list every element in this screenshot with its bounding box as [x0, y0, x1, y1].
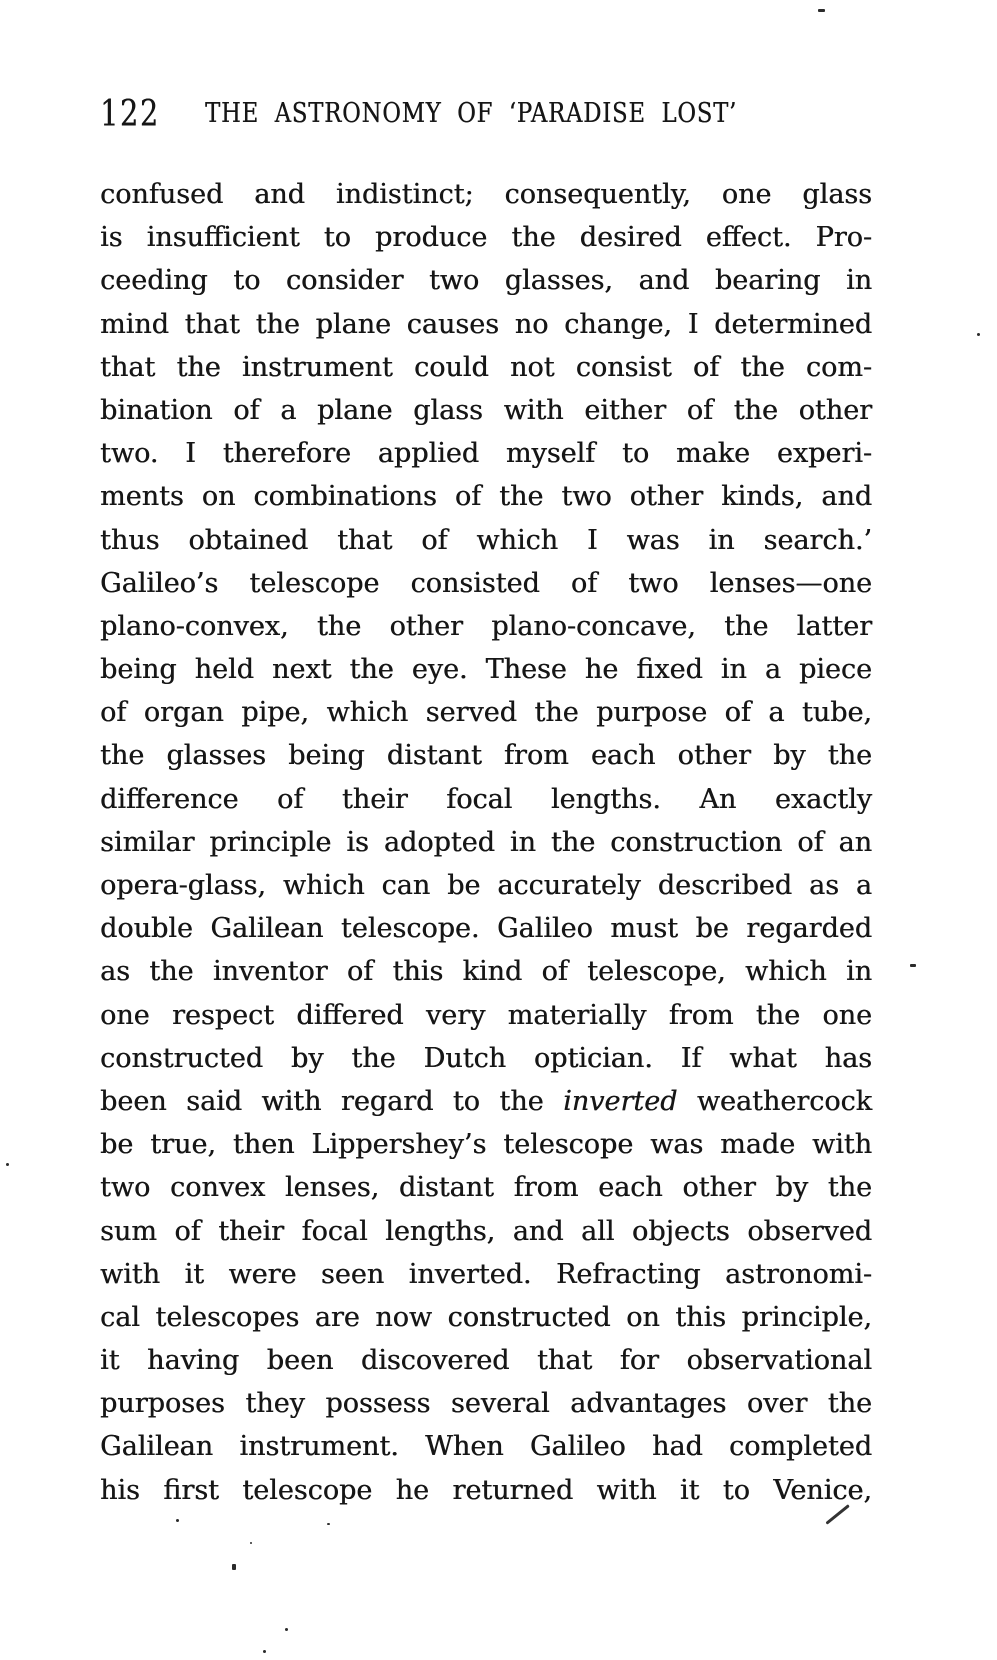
italic-word: inverted: [563, 1085, 678, 1117]
text-line: confused and indistinct; consequently, one glass: [100, 179, 872, 210]
text-line: of organ pipe, which served the purpose of a tube,: [100, 697, 872, 729]
body-text: [100, 173, 872, 1512]
text-line: it having been discovered that for observational: [100, 1345, 872, 1377]
text-segment: been said with regard to the: [100, 1085, 564, 1117]
ink-speck: [232, 1564, 236, 1570]
text-line: two. I therefore applied myself to make experi-: [100, 438, 872, 470]
text-line: that the instrument could not consist of the com-: [100, 351, 872, 383]
text-line: one respect differed very materially from the one: [100, 999, 872, 1031]
text-line: with it were seen inverted. Refracting astronomi-: [100, 1258, 872, 1290]
text-line: ments on combinations of the two other kinds, and: [100, 481, 872, 513]
text-line: double Galilean telescope. Galileo must be regarded: [100, 913, 872, 945]
ink-speck: [818, 9, 825, 12]
text-line: purposes they possess several advantages over the: [100, 1388, 872, 1420]
text-line: be true, then Lippershey’s telescope was made with: [100, 1129, 872, 1161]
text-line: being held next the eye. These he fixed in a piece: [100, 654, 872, 686]
text-line: the glasses being distant from each other by the: [100, 740, 872, 772]
text-line: plano-convex, the other plano-concave, the latter: [100, 610, 872, 642]
text-line: thus obtained that of which I was in search.’: [100, 524, 872, 556]
ink-speck: [263, 1650, 266, 1653]
text-line: bination of a plane glass with either of the other: [100, 394, 872, 426]
text-line: as the inventor of this kind of telescope, which in: [100, 956, 872, 988]
text-line: sum of their focal lengths, and all objects observed: [100, 1215, 872, 1247]
text-line: cal telescopes are now constructed on this principle,: [100, 1301, 872, 1333]
text-line: mind that the plane causes no change, I determined: [100, 308, 872, 340]
text-line: is insufficient to produce the desired effect. Pro-: [100, 222, 872, 254]
ink-speck: [250, 1542, 252, 1544]
ink-speck: [977, 333, 980, 336]
text-line: two convex lenses, distant from each other by the: [100, 1172, 872, 1204]
text-line: ceeding to consider two glasses, and bearing in: [100, 265, 872, 297]
text-line: [100, 1080, 872, 1123]
text-line: his first telescope he returned with it to Venice,: [100, 1474, 872, 1506]
page-number: 122: [100, 94, 160, 135]
text-line: similar principle is adopted in the construction of an: [100, 826, 872, 858]
ink-speck: [327, 1523, 330, 1525]
ink-speck: [910, 964, 916, 967]
ink-speck: [6, 1163, 9, 1166]
text-segment: weathercock: [677, 1085, 872, 1117]
ink-speck: [176, 1519, 179, 1522]
text-line: Galilean instrument. When Galileo had completed: [100, 1431, 872, 1463]
running-header: THE ASTRONOMY OF ‘PARADISE LOST’: [205, 98, 738, 129]
text-line: opera-glass, which can be accurately described as a: [100, 870, 872, 901]
text-line: constructed by the Dutch optician. If what has: [100, 1042, 872, 1074]
text-line: difference of their focal lengths. An exactly: [100, 783, 872, 815]
ink-speck: [285, 1628, 288, 1631]
text-line: Galileo’s telescope consisted of two lenses—one: [100, 567, 872, 599]
